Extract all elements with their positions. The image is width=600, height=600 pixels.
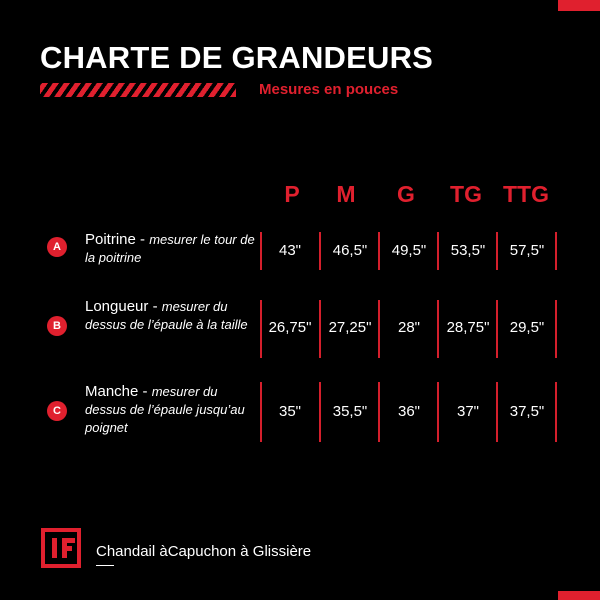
corner-accent-bottom (558, 591, 600, 600)
cell-b-ttg: 29,5" (509, 319, 545, 336)
cell-a-tg: 53,5" (450, 242, 486, 259)
hazard-stripes (40, 83, 236, 97)
if-brand-logo-icon (41, 528, 81, 568)
cell-a-p: 43" (278, 242, 301, 259)
size-header-ttg: TTG (503, 181, 549, 207)
cell-b-g: 28" (397, 319, 420, 336)
size-header-p: P (284, 181, 300, 207)
cell-c-m: 35,5" (332, 403, 368, 420)
measurement-name: Longueur (85, 298, 149, 315)
cell-c-g: 36" (397, 403, 420, 420)
cell-a-g: 49,5" (391, 242, 427, 259)
units-subtitle: Mesures en pouces (259, 81, 399, 98)
cell-b-m: 27,25" (328, 319, 372, 336)
measurement-name: Manche (85, 383, 139, 400)
measurement-name: Poitrine (85, 231, 136, 248)
page-title: CHARTE DE GRANDEURS (40, 40, 434, 75)
row-label-longueur (85, 298, 260, 334)
size-header-tg: TG (450, 181, 482, 207)
measurement-description: mesurer du dessus de l’épaule jusqu’au poignet (85, 384, 245, 435)
cell-b-p: 26,75" (268, 319, 312, 336)
cell-c-ttg: 37,5" (509, 403, 545, 420)
size-header-m: M (336, 181, 356, 207)
measurement-separator: - (138, 383, 152, 400)
product-underline (96, 565, 114, 566)
cell-a-ttg: 57,5" (509, 242, 545, 259)
cell-a-m: 46,5" (332, 242, 368, 259)
row-label-poitrine (85, 231, 260, 267)
product-name: Chandail àCapuchon à Glissière (96, 543, 312, 560)
cell-b-tg: 28,75" (446, 319, 490, 336)
corner-accent-top (558, 0, 600, 11)
row-badge-c: C (47, 401, 67, 421)
measurement-description: mesurer le tour de la poitrine (85, 232, 255, 265)
row-label-manche (85, 383, 260, 437)
measurement-description: mesurer du dessus de l’épaule à la taille (85, 299, 248, 332)
row-badge-b: B (47, 316, 67, 336)
measurement-separator: - (148, 298, 162, 315)
cell-c-tg: 37" (456, 403, 479, 420)
size-header-g: G (397, 181, 415, 207)
measurement-separator: - (135, 231, 150, 248)
cell-c-p: 35" (278, 403, 301, 420)
row-badge-a: A (47, 237, 67, 257)
